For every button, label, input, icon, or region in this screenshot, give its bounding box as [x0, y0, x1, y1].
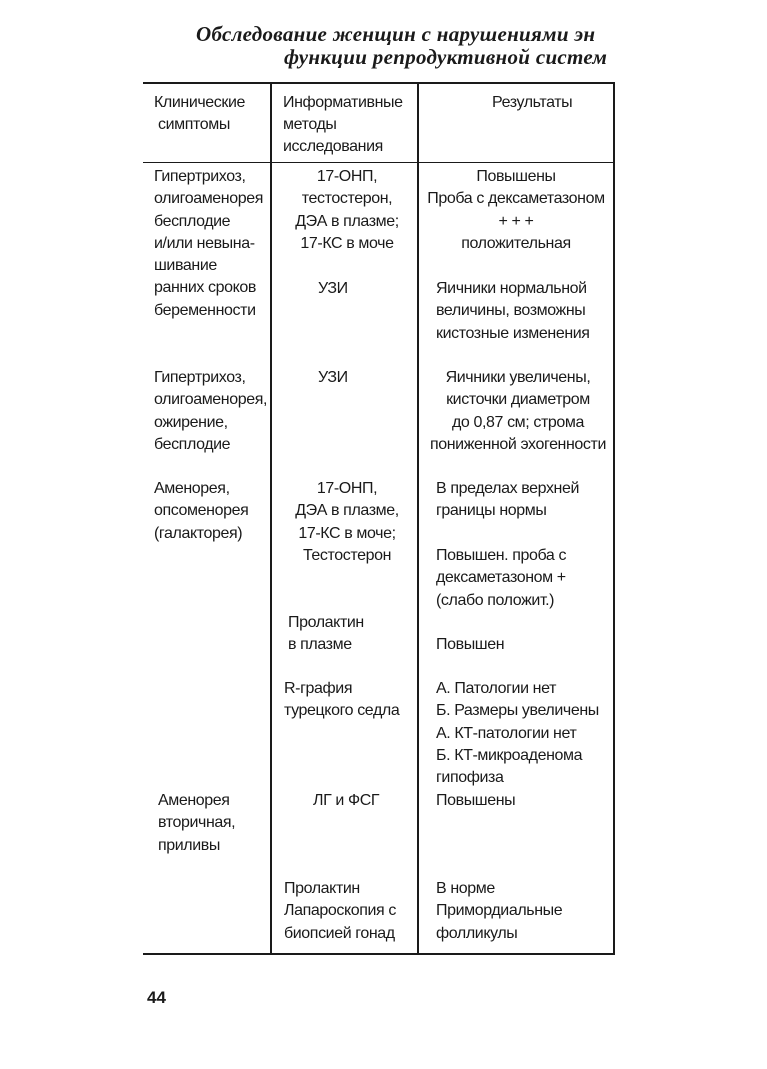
- row-3-methods-a: 17-ОНП, ДЭА в плазме, 17-КС в моче; Тестостерон: [295, 480, 399, 564]
- row-4-methods-b: Пролактин Лапароскопия с биопсией гонад: [284, 880, 396, 942]
- row-4-results-a: Повышены: [436, 792, 516, 809]
- row-2-methods: УЗИ: [318, 369, 348, 386]
- row-3-results-d: А. Патологии нет Б. Размеры увеличены А. КТ-патологии нет Б. КТ-микроаденома гипофиза: [436, 680, 599, 787]
- running-head-line-1: Обследование женщин с нарушениями эн: [196, 22, 596, 46]
- page-number: 44: [147, 988, 166, 1007]
- row-1-methods-b: УЗИ: [318, 280, 348, 297]
- row-4-symptoms: Аменорея вторичная, приливы: [158, 792, 236, 854]
- column-divider-2: [417, 83, 419, 954]
- row-3-methods-c: R-графия турецкого седла: [284, 680, 400, 720]
- header-methods: Информативные методы исследования: [283, 94, 403, 155]
- row-3-results-b: Повышен. проба с дексаметазоном + (слабо положит.): [436, 547, 567, 609]
- row-3-results-a: В пределах верхней границы нормы: [436, 480, 580, 520]
- table-top-rule: [143, 82, 615, 84]
- header-symptoms: Клинические симптомы: [154, 94, 246, 133]
- row-3-methods-b: Пролактин в плазме: [288, 614, 364, 654]
- row-1-results-a: Повышены Проба с дексаметазоном + + + положительная: [427, 168, 605, 252]
- row-4-methods-a: ЛГ и ФСГ: [313, 792, 380, 809]
- row-2-results: Яичники увеличены, кисточки диаметром до 0,87 см; строма пониженной эхогенности: [429, 369, 606, 453]
- column-divider-1: [270, 83, 272, 954]
- row-1-symptoms: Гипертрихоз, олигоаменорея бесплодие и/или невына- шивание ранних сроков беременности: [154, 168, 263, 319]
- table-bottom-rule: [143, 953, 615, 955]
- header-results: Результаты: [492, 94, 573, 111]
- row-1-results-b: Яичники нормальной величины, возможны кистозные изменения: [436, 280, 590, 342]
- column-divider-3: [613, 83, 615, 954]
- row-2-symptoms: Гипертрихоз, олигоаменорея, ожирение, бесплодие: [154, 369, 268, 453]
- row-3-symptoms: Аменорея, опсоменорея (галакторея): [154, 480, 249, 542]
- row-1-methods-a: 17-ОНП, тестостерон, ДЭА в плазме; 17-КС в моче: [295, 168, 399, 252]
- table-header-rule: [143, 162, 615, 163]
- running-head-line-2: функции репродуктивной систем: [284, 45, 608, 69]
- row-4-results-b: В норме Примордиальные фолликулы: [436, 880, 563, 942]
- row-3-results-c: Повышен: [436, 636, 505, 653]
